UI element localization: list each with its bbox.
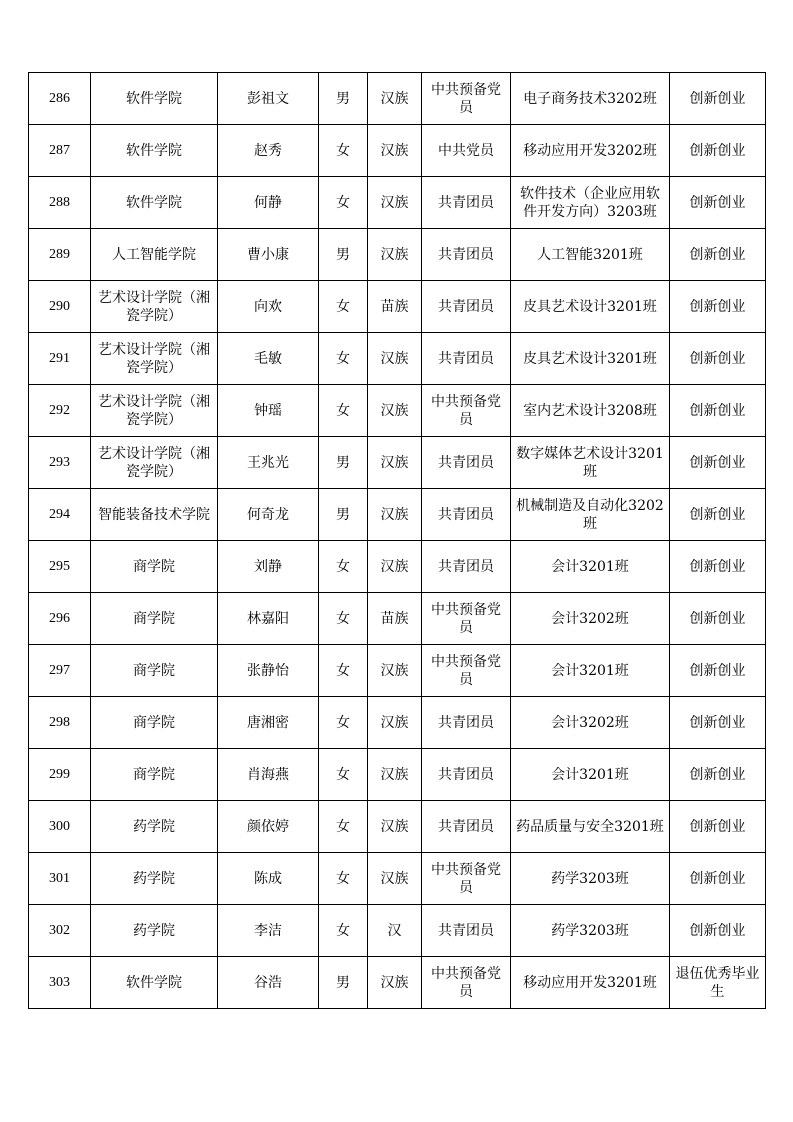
cell-gender: 女 — [319, 385, 368, 437]
table-row — [29, 437, 766, 489]
student-award-table — [28, 72, 766, 1009]
cell-award-category: 创新创业 — [670, 437, 766, 489]
cell-ethnicity: 汉族 — [368, 697, 422, 749]
cell-college: 商学院 — [91, 593, 218, 645]
cell-political-status: 共青团员 — [422, 905, 511, 957]
cell-class: 会计3201班 — [511, 749, 670, 801]
cell-award-category: 创新创业 — [670, 385, 766, 437]
cell-serial-number: 301 — [29, 853, 91, 905]
cell-college: 艺术设计学院（湘瓷学院） — [91, 385, 218, 437]
table-row — [29, 73, 766, 125]
table-row — [29, 957, 766, 1009]
cell-award-category: 创新创业 — [670, 125, 766, 177]
cell-political-status: 共青团员 — [422, 177, 511, 229]
cell-student-name: 陈成 — [218, 853, 319, 905]
cell-ethnicity: 汉族 — [368, 333, 422, 385]
cell-student-name: 何奇龙 — [218, 489, 319, 541]
cell-college: 商学院 — [91, 541, 218, 593]
cell-political-status: 共青团员 — [422, 333, 511, 385]
cell-award-category: 创新创业 — [670, 229, 766, 281]
cell-political-status: 中共预备党员 — [422, 645, 511, 697]
table-row — [29, 333, 766, 385]
cell-gender: 男 — [319, 437, 368, 489]
table-row — [29, 645, 766, 697]
table-row — [29, 385, 766, 437]
cell-political-status: 共青团员 — [422, 437, 511, 489]
cell-award-category: 创新创业 — [670, 593, 766, 645]
cell-class: 皮具艺术设计3201班 — [511, 281, 670, 333]
cell-ethnicity: 汉族 — [368, 73, 422, 125]
cell-political-status: 中共预备党员 — [422, 73, 511, 125]
cell-ethnicity: 汉族 — [368, 489, 422, 541]
cell-gender: 女 — [319, 801, 368, 853]
cell-class: 会计3201班 — [511, 541, 670, 593]
cell-serial-number: 299 — [29, 749, 91, 801]
cell-award-category: 创新创业 — [670, 177, 766, 229]
cell-serial-number: 296 — [29, 593, 91, 645]
cell-political-status: 共青团员 — [422, 697, 511, 749]
cell-college: 人工智能学院 — [91, 229, 218, 281]
cell-class: 会计3201班 — [511, 645, 670, 697]
cell-ethnicity: 汉族 — [368, 853, 422, 905]
table-row — [29, 593, 766, 645]
cell-college: 软件学院 — [91, 73, 218, 125]
cell-ethnicity: 汉族 — [368, 541, 422, 593]
cell-award-category: 创新创业 — [670, 73, 766, 125]
cell-gender: 男 — [319, 489, 368, 541]
cell-student-name: 毛敏 — [218, 333, 319, 385]
table-row — [29, 905, 766, 957]
cell-class: 皮具艺术设计3201班 — [511, 333, 670, 385]
cell-serial-number: 302 — [29, 905, 91, 957]
cell-gender: 女 — [319, 749, 368, 801]
cell-serial-number: 300 — [29, 801, 91, 853]
cell-student-name: 刘静 — [218, 541, 319, 593]
cell-gender: 女 — [319, 333, 368, 385]
cell-college: 艺术设计学院（湘瓷学院） — [91, 333, 218, 385]
cell-serial-number: 303 — [29, 957, 91, 1009]
cell-gender: 女 — [319, 541, 368, 593]
cell-political-status: 中共预备党员 — [422, 957, 511, 1009]
cell-class: 药品质量与安全3201班 — [511, 801, 670, 853]
cell-class: 人工智能3201班 — [511, 229, 670, 281]
cell-gender: 女 — [319, 593, 368, 645]
cell-gender: 女 — [319, 645, 368, 697]
cell-ethnicity: 苗族 — [368, 593, 422, 645]
cell-gender: 男 — [319, 229, 368, 281]
table-row — [29, 697, 766, 749]
cell-serial-number: 297 — [29, 645, 91, 697]
cell-serial-number: 288 — [29, 177, 91, 229]
table-row — [29, 281, 766, 333]
cell-college: 药学院 — [91, 905, 218, 957]
cell-class: 药学3203班 — [511, 905, 670, 957]
cell-award-category: 创新创业 — [670, 801, 766, 853]
cell-student-name: 张静怡 — [218, 645, 319, 697]
cell-ethnicity: 汉族 — [368, 645, 422, 697]
cell-political-status: 共青团员 — [422, 801, 511, 853]
cell-college: 艺术设计学院（湘瓷学院） — [91, 437, 218, 489]
cell-ethnicity: 汉族 — [368, 177, 422, 229]
cell-political-status: 中共预备党员 — [422, 593, 511, 645]
table-row — [29, 177, 766, 229]
cell-student-name: 赵秀 — [218, 125, 319, 177]
cell-class: 移动应用开发3201班 — [511, 957, 670, 1009]
cell-ethnicity: 汉族 — [368, 229, 422, 281]
cell-college: 药学院 — [91, 801, 218, 853]
cell-serial-number: 294 — [29, 489, 91, 541]
cell-class: 室内艺术设计3208班 — [511, 385, 670, 437]
table-row — [29, 541, 766, 593]
cell-student-name: 曹小康 — [218, 229, 319, 281]
cell-gender: 女 — [319, 853, 368, 905]
cell-ethnicity: 汉 — [368, 905, 422, 957]
cell-college: 软件学院 — [91, 957, 218, 1009]
table-row — [29, 801, 766, 853]
cell-student-name: 谷浩 — [218, 957, 319, 1009]
cell-gender: 女 — [319, 281, 368, 333]
cell-class: 电子商务技术3202班 — [511, 73, 670, 125]
cell-student-name: 颜依婷 — [218, 801, 319, 853]
table-row — [29, 125, 766, 177]
cell-student-name: 林嘉阳 — [218, 593, 319, 645]
cell-student-name: 王兆光 — [218, 437, 319, 489]
cell-ethnicity: 苗族 — [368, 281, 422, 333]
cell-award-category: 创新创业 — [670, 281, 766, 333]
cell-political-status: 共青团员 — [422, 229, 511, 281]
cell-college: 软件学院 — [91, 177, 218, 229]
cell-serial-number: 290 — [29, 281, 91, 333]
cell-gender: 女 — [319, 697, 368, 749]
cell-award-category: 创新创业 — [670, 333, 766, 385]
cell-serial-number: 293 — [29, 437, 91, 489]
cell-ethnicity: 汉族 — [368, 749, 422, 801]
cell-class: 会计3202班 — [511, 697, 670, 749]
cell-award-category: 创新创业 — [670, 749, 766, 801]
cell-ethnicity: 汉族 — [368, 385, 422, 437]
cell-ethnicity: 汉族 — [368, 801, 422, 853]
cell-college: 药学院 — [91, 853, 218, 905]
cell-gender: 女 — [319, 125, 368, 177]
table-body — [29, 73, 766, 1009]
cell-student-name: 何静 — [218, 177, 319, 229]
cell-college: 商学院 — [91, 645, 218, 697]
cell-serial-number: 289 — [29, 229, 91, 281]
cell-political-status: 共青团员 — [422, 749, 511, 801]
cell-award-category: 退伍优秀毕业生 — [670, 957, 766, 1009]
cell-college: 商学院 — [91, 697, 218, 749]
cell-serial-number: 286 — [29, 73, 91, 125]
cell-class: 机械制造及自动化3202班 — [511, 489, 670, 541]
cell-award-category: 创新创业 — [670, 489, 766, 541]
cell-serial-number: 295 — [29, 541, 91, 593]
cell-award-category: 创新创业 — [670, 645, 766, 697]
cell-class: 移动应用开发3202班 — [511, 125, 670, 177]
cell-college: 艺术设计学院（湘瓷学院） — [91, 281, 218, 333]
cell-award-category: 创新创业 — [670, 905, 766, 957]
cell-class: 软件技术（企业应用软件开发方向）3203班 — [511, 177, 670, 229]
cell-student-name: 彭祖文 — [218, 73, 319, 125]
cell-student-name: 唐湘密 — [218, 697, 319, 749]
table-row — [29, 749, 766, 801]
cell-serial-number: 287 — [29, 125, 91, 177]
table-row — [29, 853, 766, 905]
cell-college: 商学院 — [91, 749, 218, 801]
cell-gender: 女 — [319, 905, 368, 957]
cell-gender: 男 — [319, 957, 368, 1009]
cell-college: 智能装备技术学院 — [91, 489, 218, 541]
cell-political-status: 共青团员 — [422, 541, 511, 593]
cell-political-status: 中共党员 — [422, 125, 511, 177]
cell-college: 软件学院 — [91, 125, 218, 177]
cell-student-name: 李洁 — [218, 905, 319, 957]
table-row — [29, 489, 766, 541]
cell-class: 药学3203班 — [511, 853, 670, 905]
cell-political-status: 中共预备党员 — [422, 385, 511, 437]
cell-serial-number: 291 — [29, 333, 91, 385]
cell-student-name: 向欢 — [218, 281, 319, 333]
table-row — [29, 229, 766, 281]
cell-ethnicity: 汉族 — [368, 957, 422, 1009]
cell-political-status: 共青团员 — [422, 489, 511, 541]
cell-gender: 女 — [319, 177, 368, 229]
cell-gender: 男 — [319, 73, 368, 125]
cell-class: 数字媒体艺术设计3201班 — [511, 437, 670, 489]
cell-student-name: 钟瑶 — [218, 385, 319, 437]
cell-serial-number: 298 — [29, 697, 91, 749]
cell-political-status: 共青团员 — [422, 281, 511, 333]
cell-award-category: 创新创业 — [670, 853, 766, 905]
cell-ethnicity: 汉族 — [368, 437, 422, 489]
cell-award-category: 创新创业 — [670, 697, 766, 749]
cell-serial-number: 292 — [29, 385, 91, 437]
cell-award-category: 创新创业 — [670, 541, 766, 593]
cell-class: 会计3202班 — [511, 593, 670, 645]
cell-ethnicity: 汉族 — [368, 125, 422, 177]
cell-political-status: 中共预备党员 — [422, 853, 511, 905]
cell-student-name: 肖海燕 — [218, 749, 319, 801]
